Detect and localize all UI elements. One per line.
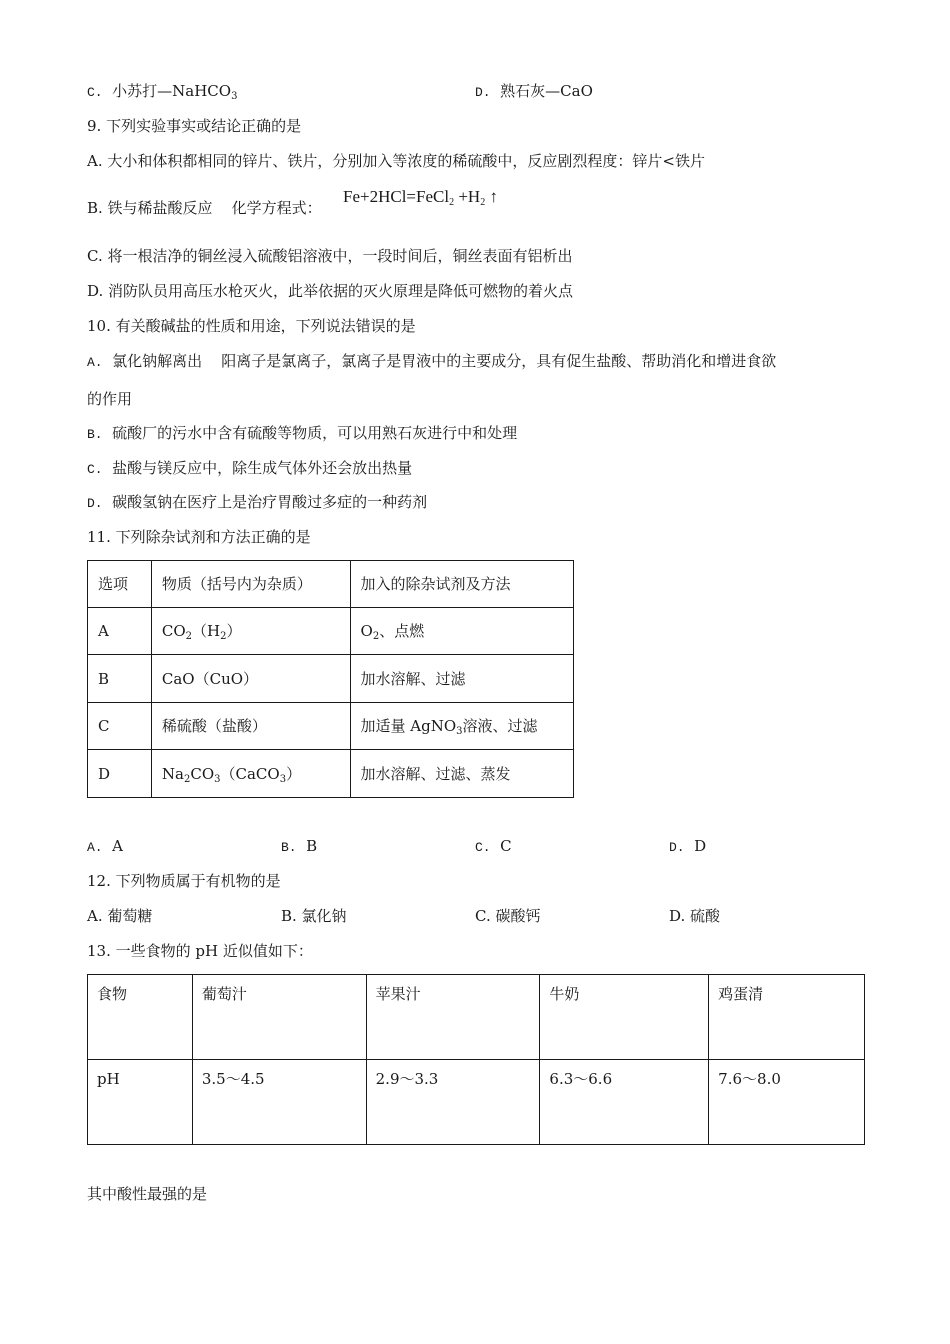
- table-row: [88, 1060, 865, 1145]
- method-cell: 加水溶解、过滤: [350, 655, 573, 703]
- table-header-cell: 选项: [88, 561, 152, 608]
- table-cell: 食物: [88, 975, 193, 1060]
- q11-stem: 11. 下列除杂试剂和方法正确的是: [87, 528, 311, 546]
- table-row: [88, 608, 574, 655]
- table-cell: 苹果汁: [366, 975, 540, 1060]
- method-cell: 加水溶解、过滤、蒸发: [350, 750, 573, 798]
- q12-stem: 12. 下列物质属于有机物的是: [87, 872, 281, 890]
- q12-option-a: A. 葡萄糖: [87, 907, 153, 925]
- option-cell: B: [88, 655, 152, 703]
- q10-option-c: C. 盐酸与镁反应中，除生成气体外还会放出热量: [87, 459, 413, 477]
- table-header-cell: 物质（括号内为杂质）: [151, 561, 350, 608]
- table-row: [88, 703, 574, 750]
- table-cell: 鸡蛋清: [709, 975, 865, 1060]
- table-cell: 葡萄汁: [192, 975, 366, 1060]
- q11-option-d: D. D: [669, 837, 707, 855]
- q11-option-b: B. B: [281, 837, 318, 855]
- table-row: [88, 975, 865, 1060]
- option-cell: C: [88, 703, 152, 750]
- table-cell: 6.3～6.6: [540, 1060, 709, 1145]
- option-cell: D: [88, 750, 152, 798]
- q10-stem: 10. 有关酸碱盐的性质和用途，下列说法错误的是: [87, 317, 416, 335]
- table-header-cell: 加入的除杂试剂及方法: [350, 561, 573, 608]
- q8-option-c: C. 小苏打—NaHCO$_3$: [87, 82, 238, 102]
- substance-cell: $Na_2CO_3(CaCO_3)$: [151, 750, 350, 798]
- table-cell: 3.5～4.5: [192, 1060, 366, 1145]
- q12-option-c: C. 碳酸钙: [475, 907, 541, 925]
- q9-option-c: C. 将一根洁净的铜丝浸入硫酸铝溶液中，一段时间后，铜丝表面有铝析出: [87, 247, 573, 265]
- table-cell: 7.6～8.0: [709, 1060, 865, 1145]
- table-row: [88, 655, 574, 703]
- q9-stem: 9. 下列实验事实或结论正确的是: [87, 117, 302, 135]
- table-header-row: [88, 561, 574, 608]
- q12-option-d: D. 硫酸: [669, 907, 721, 925]
- q13-stem: 13. 一些食物的 pH 近似值如下：: [87, 942, 313, 960]
- q11-option-a: A. A: [87, 837, 123, 855]
- q10-option-a-cont: 的作用: [87, 390, 133, 408]
- q9-option-a: A. 大小和体积都相同的锌片、铁片，分别加入等浓度的稀硫酸中，反应剧烈程度：锌片<铁片: [87, 152, 705, 170]
- substance-cell: CaO（CuO）: [151, 655, 350, 703]
- q12-option-b: B. 氯化钠: [281, 907, 347, 925]
- table-cell: 牛奶: [540, 975, 709, 1060]
- q13-ph-table: [87, 974, 865, 1145]
- table-cell: 2.9～3.3: [366, 1060, 540, 1145]
- table-cell: pH: [88, 1060, 193, 1145]
- table-row: [88, 750, 574, 798]
- q10-option-b: B. 硫酸厂的污水中含有硫酸等物质，可以用熟石灰进行中和处理: [87, 424, 518, 442]
- q9-option-b: B. 铁与稀盐酸反应 化学方程式：: [87, 199, 322, 217]
- q8-option-d: D. 熟石灰—CaO: [475, 82, 593, 100]
- option-cell: A: [88, 608, 152, 655]
- q13-tail: 其中酸性最强的是: [87, 1185, 208, 1203]
- q11-option-c: C. C: [475, 837, 512, 855]
- q10-option-d: D. 碳酸氢钠在医疗上是治疗胃酸过多症的一种药剂: [87, 493, 428, 511]
- q9-equation: Fe+2HCl=FeCl$_2$ $+H_2$ ↑: [343, 187, 498, 208]
- method-cell: $O_2$、点燃: [350, 608, 573, 655]
- q11-table: [87, 560, 574, 798]
- method-cell: 加适量 AgNO$_3$溶液、过滤: [350, 703, 573, 750]
- substance-cell: 稀硫酸（盐酸）: [151, 703, 350, 750]
- substance-cell: $CO_2(H_2)$: [151, 608, 350, 655]
- q9-option-d: D. 消防队员用高压水枪灭火，此举依据的灭火原理是降低可燃物的着火点: [87, 282, 574, 300]
- q10-option-a: A. 氯化钠解离出 阳离子是氯离子，氯离子是胃液中的主要成分，具有促生盐酸、帮助消化和增进食欲: [87, 352, 777, 370]
